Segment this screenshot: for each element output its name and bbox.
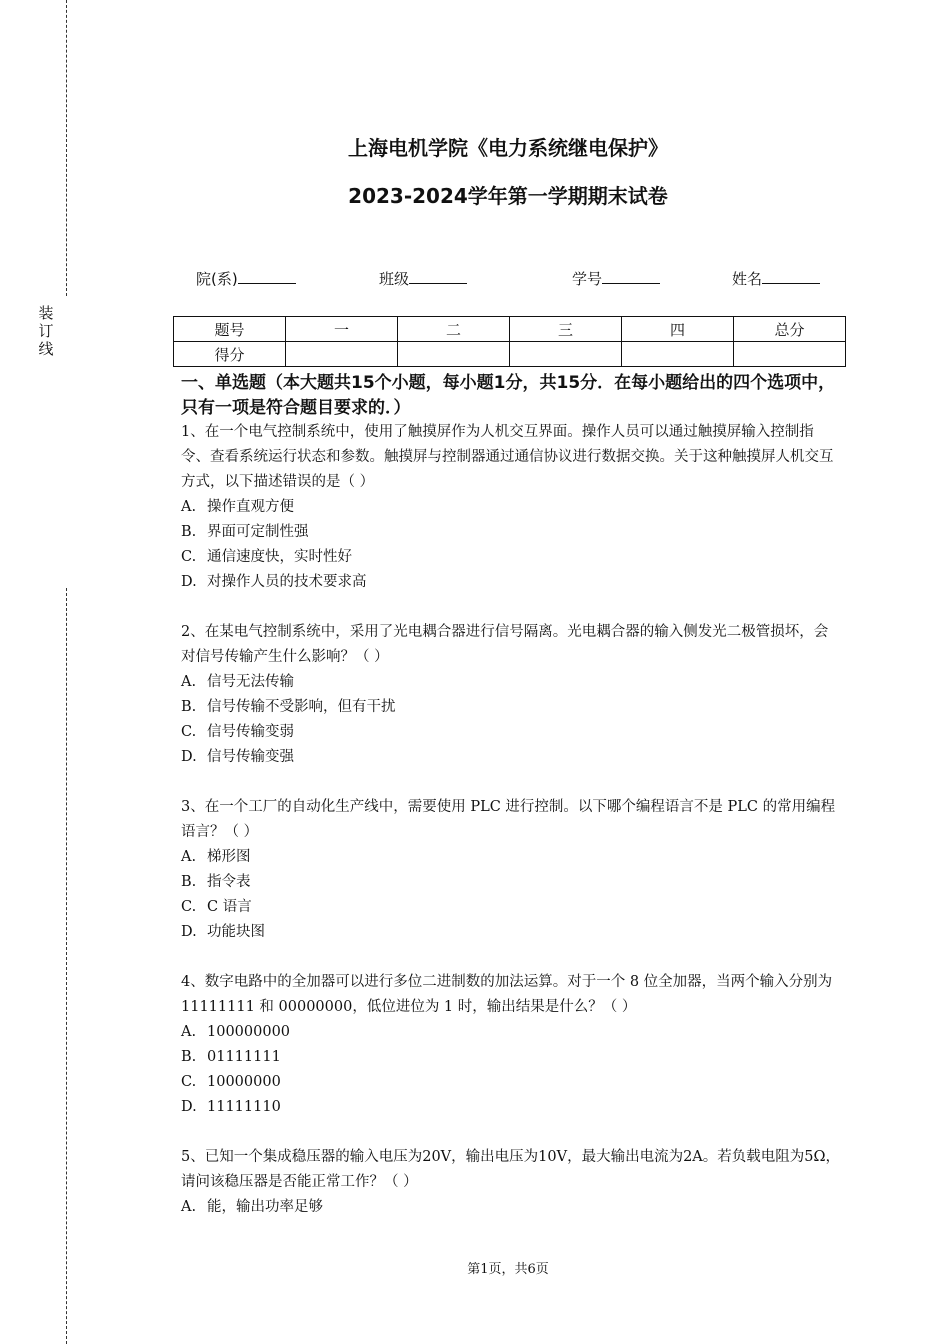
option[interactable] xyxy=(181,695,841,720)
option-letter: B. xyxy=(181,874,197,890)
option[interactable] xyxy=(181,845,841,870)
option-letter: B. xyxy=(181,524,197,540)
student-id-label: 学号 xyxy=(572,270,603,288)
option-letter: D. xyxy=(181,924,197,940)
option[interactable] xyxy=(181,720,841,745)
option-text: 操作直观方便 xyxy=(207,499,294,515)
option-text: 信号传输变强 xyxy=(207,749,294,765)
option[interactable] xyxy=(181,920,841,945)
option-text: 信号传输不受影响，但有干扰 xyxy=(207,699,396,715)
option-text: 对操作人员的技术要求高 xyxy=(207,574,367,590)
exam-title: 上海电机学院《电力系统继电保护》 xyxy=(348,136,668,160)
score-cell[interactable] xyxy=(734,342,846,367)
option-letter: C. xyxy=(181,899,197,915)
option-letter: B. xyxy=(181,1049,197,1065)
option[interactable] xyxy=(181,670,841,695)
option[interactable] xyxy=(181,1195,841,1220)
score-header-cell: 一 xyxy=(286,317,398,342)
binding-line-bottom xyxy=(66,588,67,1344)
option-letter: A. xyxy=(181,499,197,515)
binding-char: 线 xyxy=(38,340,54,358)
name-field xyxy=(732,268,820,289)
score-table-score-row xyxy=(174,342,846,367)
option-text: 01111111 xyxy=(207,1049,281,1065)
score-header-cell: 三 xyxy=(510,317,622,342)
option-letter: A. xyxy=(181,1024,197,1040)
option-text: 功能块图 xyxy=(207,924,265,940)
question xyxy=(181,795,841,945)
college-blank[interactable] xyxy=(238,269,296,284)
option-letter: C. xyxy=(181,549,197,565)
question xyxy=(181,970,841,1120)
score-header-cell: 题号 xyxy=(174,317,286,342)
class-blank[interactable] xyxy=(409,269,467,284)
option[interactable] xyxy=(181,545,841,570)
option[interactable] xyxy=(181,745,841,770)
option-text: 10000000 xyxy=(207,1074,281,1090)
binding-char: 装 xyxy=(38,304,54,322)
student-id-blank[interactable] xyxy=(602,269,660,284)
score-table xyxy=(173,316,846,367)
option-text: 信号传输变弱 xyxy=(207,724,294,740)
option-letter: A. xyxy=(181,849,197,865)
option-text: 指令表 xyxy=(207,874,251,890)
question xyxy=(181,420,841,595)
option-letter: D. xyxy=(181,1099,197,1115)
question-stem: 2、在某电气控制系统中，采用了光电耦合器进行信号隔离。光电耦合器的输入侧发光二极管损坏，会对信号传输产生什么影响？（ ） xyxy=(181,624,829,665)
question-stem: 5、已知一个集成稳压器的输入电压为20V，输出电压为10V，最大输出电流为2A。若负载电阻为5Ω，请问该稳压器是否能正常工作？（ ） xyxy=(181,1149,841,1190)
option[interactable] xyxy=(181,895,841,920)
option-letter: A. xyxy=(181,1199,197,1215)
score-table-header-row xyxy=(174,317,846,342)
question-list xyxy=(181,420,841,1220)
score-header-cell: 总分 xyxy=(734,317,846,342)
student-id-field xyxy=(572,268,660,289)
option[interactable] xyxy=(181,570,841,595)
score-header-cell: 四 xyxy=(622,317,734,342)
section-title: 一、单选题（本大题共15个小题，每小题1分，共15分．在每小题给出的四个选项中，只有一项是符合题目要求的．） xyxy=(181,373,836,418)
question-stem: 3、在一个工厂的自动化生产线中，需要使用 PLC 进行控制。以下哪个编程语言不是 PLC 的常用编程语言？（ ） xyxy=(181,799,836,840)
option-text: C 语言 xyxy=(207,899,252,915)
option-text: 界面可定制性强 xyxy=(207,524,309,540)
option[interactable] xyxy=(181,1070,841,1095)
option-letter: C. xyxy=(181,724,197,740)
option-text: 信号无法传输 xyxy=(207,674,294,690)
option-text: 通信速度快，实时性好 xyxy=(207,549,352,565)
exam-subtitle: 2023-2024学年第一学期期末试卷 xyxy=(348,184,668,208)
option-text: 能，输出功率足够 xyxy=(207,1199,323,1215)
college-label: 院(系) xyxy=(196,270,238,288)
option-letter: D. xyxy=(181,749,197,765)
question xyxy=(181,1145,841,1220)
option-letter: A. xyxy=(181,674,197,690)
name-label: 姓名 xyxy=(732,270,763,288)
question-stem: 4、数字电路中的全加器可以进行多位二进制数的加法运算。对于一个 8 位全加器，当两个输入分别为 11111111 和 00000000，低位进位为 1 时，输出结果是什么？（ ） xyxy=(181,974,833,1015)
binding-char: 订 xyxy=(38,322,54,340)
page-footer: 第1页，共6页 xyxy=(467,1262,549,1277)
college-field xyxy=(196,268,296,289)
score-cell[interactable] xyxy=(398,342,510,367)
option[interactable] xyxy=(181,520,841,545)
option[interactable] xyxy=(181,1095,841,1120)
name-blank[interactable] xyxy=(762,269,820,284)
binding-label xyxy=(36,304,56,358)
option-text: 11111110 xyxy=(207,1099,281,1115)
class-field xyxy=(379,268,467,289)
score-cell[interactable] xyxy=(510,342,622,367)
option-letter: B. xyxy=(181,699,197,715)
score-row-label: 得分 xyxy=(174,342,286,367)
option-letter: C. xyxy=(181,1074,197,1090)
option-text: 梯形图 xyxy=(207,849,251,865)
score-cell[interactable] xyxy=(622,342,734,367)
option-letter: D. xyxy=(181,574,197,590)
option-text: 100000000 xyxy=(207,1024,291,1040)
option[interactable] xyxy=(181,1020,841,1045)
question xyxy=(181,620,841,770)
score-header-cell: 二 xyxy=(398,317,510,342)
option[interactable] xyxy=(181,870,841,895)
score-cell[interactable] xyxy=(286,342,398,367)
class-label: 班级 xyxy=(379,270,410,288)
option[interactable] xyxy=(181,495,841,520)
option[interactable] xyxy=(181,1045,841,1070)
question-stem: 1、在一个电气控制系统中，使用了触摸屏作为人机交互界面。操作人员可以通过触摸屏输入控制指令、查看系统运行状态和参数。触摸屏与控制器通过通信协议进行数据交换。关于这种触摸屏人机交互方式，以下描述错误的是（ ） xyxy=(181,424,834,490)
